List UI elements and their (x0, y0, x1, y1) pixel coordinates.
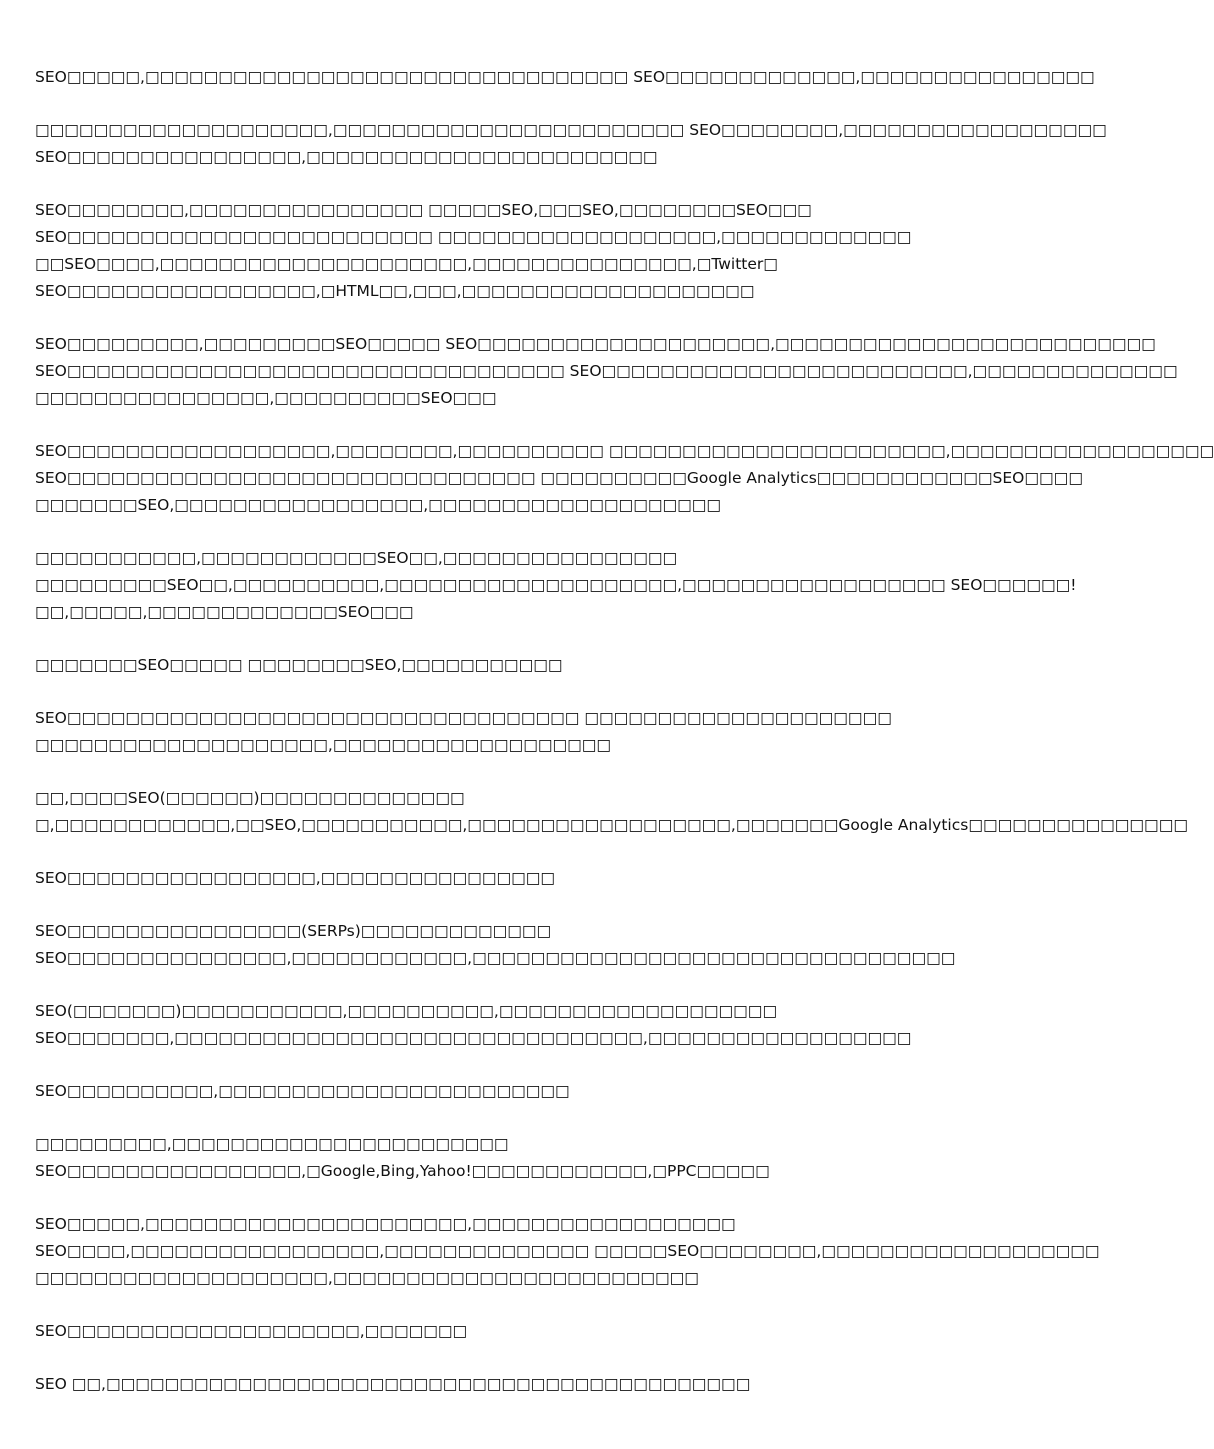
text-line: SEO□□□□□□□□□□□□□□□□□□□□□□□□□□□□□□□□ □□□□□□□□□□Google Analytics□□□□□□□□□□□□SEO□□□□ (35, 469, 1083, 487)
paragraph (35, 652, 995, 679)
paragraph (35, 1078, 995, 1105)
paragraph (35, 1371, 995, 1398)
text-line: □□SEO□□□□,□□□□□□□□□□□□□□□□□□□□□,□□□□□□□□□□□□□□□,□Twitter□ (35, 255, 778, 273)
text-line: SEO□□□□□□□□□,□□□□□□□□□SEO□□□□□ SEO□□□□□□□□□□□□□□□□□□□□,□□□□□□□□□□□□□□□□□□□□□□□□□□ (35, 335, 1156, 353)
paragraph (35, 1318, 995, 1345)
text-line: □□□□□□□□□□□,□□□□□□□□□□□□SEO□□,□□□□□□□□□□□□□□□□ (35, 549, 678, 567)
text-line: SEO□□□□□□□□□□,□□□□□□□□□□□□□□□□□□□□□□□□ (35, 1082, 570, 1100)
paragraph (35, 197, 995, 305)
text-line: SEO□□□□□□□□□□□□□□□□□□□□,□□□□□□□ (35, 1322, 468, 1340)
text-line: SEO□□□□□□□□□□□□□□□□□□□□□□□□□□□□□□□□□□ SEO□□□□□□□□□□□□□□□□□□□□□□□□□,□□□□□□□□□□□□□□ (35, 362, 1178, 380)
text-line: SEO□□□□□,□□□□□□□□□□□□□□□□□□□□□□,□□□□□□□□□□□□□□□□□□ (35, 1215, 736, 1233)
text-line: □□□□□□□□□,□□□□□□□□□□□□□□□□□□□□□□□ (35, 1135, 509, 1153)
paragraph (35, 998, 995, 1052)
text-line: SEO□□□□□□□□□□□□□□□□□□,□□□□□□□□,□□□□□□□□□□ □□□□□□□□□□□□□□□□□□□□□□□,□□□□□□□□□□□□□□□□□□ (35, 442, 1214, 460)
paragraph (35, 1211, 1100, 1292)
text-line: □□□□□□□SEO,□□□□□□□□□□□□□□□□□,□□□□□□□□□□□□□□□□□□□□ (35, 496, 722, 514)
paragraph (35, 331, 1178, 412)
text-line: SEO□□□□□□□□□□□□□□□□□□□□□□□□□□□□□□□□□□□ □□□□□□□□□□□□□□□□□□□□□ (35, 709, 892, 727)
text-line: SEO□□□□□□□□□□□□□□□□(SERPs)□□□□□□□□□□□□□ (35, 922, 552, 940)
paragraph (35, 865, 995, 892)
paragraph (35, 64, 1095, 91)
document-page (35, 64, 1214, 1424)
paragraph (35, 1131, 995, 1185)
text-line: SEO□□□□□□□□□□□□□□□□,□Google,Bing,Yahoo!□□□□□□□□□□□□,□PPC□□□□□ (35, 1162, 770, 1180)
text-line: □□□□□□□□□□□□□□□□□□□□,□□□□□□□□□□□□□□□□□□□ (35, 736, 612, 754)
text-line: SEO□□□□□□□□□□□□□□□□□,□HTML□□,□□□,□□□□□□□□□□□□□□□□□□□□ (35, 282, 755, 300)
text-line: □□□□□□□□□SEO□□,□□□□□□□□□□,□□□□□□□□□□□□□□□□□□□□,□□□□□□□□□□□□□□□□□□ SEO□□□□□□! (35, 576, 1077, 594)
text-line: □□,□□□□SEO(□□□□□□)□□□□□□□□□□□□□□ (35, 789, 465, 807)
text-line: SEO(□□□□□□□)□□□□□□□□□□□,□□□□□□□□□□,□□□□□□□□□□□□□□□□□□□ (35, 1002, 778, 1020)
paragraph (35, 918, 995, 972)
paragraph (35, 438, 1214, 519)
text-line: SEO□□□□□□□□□□□□□□□□,□□□□□□□□□□□□□□□□□□□□□□□□ (35, 148, 658, 166)
text-line: SEO□□□□□□□,□□□□□□□□□□□□□□□□□□□□□□□□□□□□□□□□,□□□□□□□□□□□□□□□□□□ (35, 1029, 912, 1047)
paragraph (35, 545, 1077, 626)
text-line: SEO□□□□□,□□□□□□□□□□□□□□□□□□□□□□□□□□□□□□□□□ SEO□□□□□□□□□□□□□,□□□□□□□□□□□□□□□□ (35, 68, 1095, 86)
text-line: □□□□□□□SEO□□□□□ □□□□□□□□SEO,□□□□□□□□□□□ (35, 656, 563, 674)
paragraph (35, 785, 1188, 839)
text-line: SEO□□□□□□□□□□□□□□□,□□□□□□□□□□□□,□□□□□□□□□□□□□□□□□□□□□□□□□□□□□□□□□ (35, 949, 956, 967)
text-line: SEO□□□□□□□□□□□□□□□□□□□□□□□□□ □□□□□□□□□□□□□□□□□□□,□□□□□□□□□□□□□ (35, 228, 912, 246)
text-line: SEO □□,□□□□□□□□□□□□□□□□□□□□□□□□□□□□□□□□□□□□□□□□□□□□ (35, 1375, 751, 1393)
text-line: □□□□□□□□□□□□□□□□,□□□□□□□□□□SEO□□□ (35, 389, 497, 407)
text-line: SEO□□□□,□□□□□□□□□□□□□□□□□,□□□□□□□□□□□□□□ □□□□□SEO□□□□□□□□,□□□□□□□□□□□□□□□□□□□ (35, 1242, 1100, 1260)
text-line: □□□□□□□□□□□□□□□□□□□□,□□□□□□□□□□□□□□□□□□□□□□□□□ (35, 1269, 699, 1287)
text-line: □□□□□□□□□□□□□□□□□□□□,□□□□□□□□□□□□□□□□□□□□□□□□ SEO□□□□□□□□,□□□□□□□□□□□□□□□□□□ (35, 121, 1107, 139)
paragraph (35, 117, 1107, 171)
paragraph (35, 705, 995, 759)
text-line: □□,□□□□□,□□□□□□□□□□□□□SEO□□□ (35, 603, 414, 621)
text-line: SEO□□□□□□□□□□□□□□□□□,□□□□□□□□□□□□□□□□ (35, 869, 556, 887)
text-line: □,□□□□□□□□□□□□,□□SEO,□□□□□□□□□□□,□□□□□□□□□□□□□□□□□□,□□□□□□□Google Analytics□□□□□□□□□□□□□□□ (35, 816, 1188, 834)
text-line: SEO□□□□□□□□,□□□□□□□□□□□□□□□□ □□□□□SEO,□□□SEO,□□□□□□□□SEO□□□ (35, 201, 812, 219)
